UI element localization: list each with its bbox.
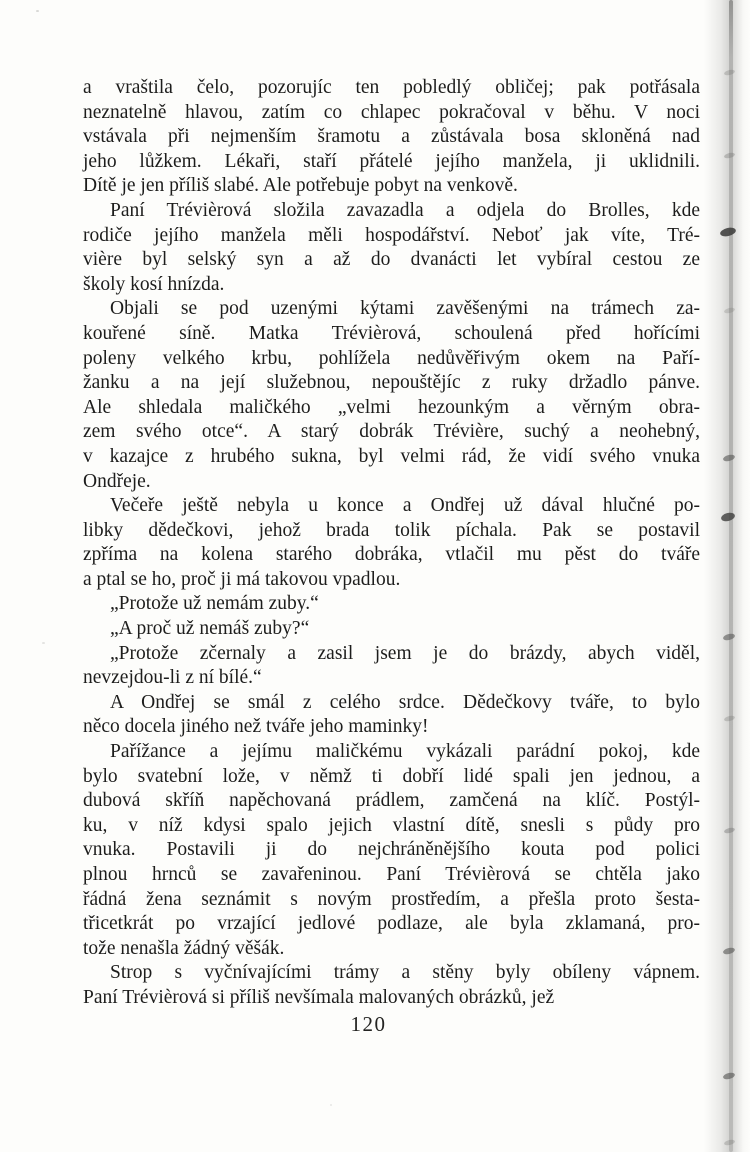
text-block bbox=[83, 76, 700, 1011]
binding-notch bbox=[724, 1139, 736, 1147]
paragraph bbox=[83, 76, 700, 199]
text-line: nevzejdou-li z ní bílé.“ bbox=[83, 667, 262, 689]
paragraph bbox=[83, 592, 700, 617]
binding-notch bbox=[722, 1072, 735, 1081]
text-line: rodiče jejího manžela měli hospodářství. Neboť jak víte, Tré- bbox=[83, 224, 700, 246]
binding-notch bbox=[724, 307, 736, 315]
text-line: neznatelně hlavou, zatím co chlapec pokračoval v běhu. V noci bbox=[83, 101, 700, 123]
text-line: jeho lůžkem. Lékaři, staří přátelé jejího manžela, ji uklidnili. bbox=[83, 150, 700, 172]
binding-notch bbox=[724, 69, 736, 77]
text-line: školy kosí hnízda. bbox=[83, 273, 225, 295]
text-line: tože nenašla žádný věšák. bbox=[83, 937, 285, 959]
text-line: Objali se pod uzenými kýtami zavěšenými na trámech za- bbox=[110, 298, 700, 320]
paragraph bbox=[83, 494, 700, 592]
text-line: a ptal se ho, proč ji má takovou vpadlou. bbox=[83, 568, 401, 590]
binding-notch bbox=[724, 715, 736, 723]
paragraph bbox=[83, 642, 700, 691]
text-line: libky dědečkovi, jehož brada tolik píchala. Pak se postavil bbox=[83, 519, 700, 541]
text-line: něco docela jiného než tváře jeho maminky! bbox=[83, 716, 429, 738]
binding-notch bbox=[724, 827, 736, 835]
paragraph bbox=[83, 740, 700, 961]
text-line: Ale shledala maličkého „velmi hezounkým a věrným obra- bbox=[83, 396, 700, 418]
text-line: Ondřeje. bbox=[83, 470, 151, 492]
text-line: bylo svatební lože, v němž ti dobří lidé spali jen jednou, a bbox=[83, 765, 700, 787]
text-line: plnou hrnců se zavařeninou. Paní Trévièrová se chtěla jako bbox=[83, 864, 700, 885]
binding-notch bbox=[720, 511, 736, 522]
text-line: vstávala při nejmenším šramotu a zůstávala bosa skloněná nad bbox=[83, 126, 700, 148]
text-line: „Protože už nemám zuby.“ bbox=[110, 593, 319, 615]
text-line: dubová skříň napěchovaná prádlem, zamčená na klíč. Postýl- bbox=[83, 790, 700, 812]
text-line: Strop s vyčnívajícími trámy a stěny byly obíleny vápnem. bbox=[110, 962, 700, 984]
binding-notch bbox=[722, 633, 735, 642]
text-line: ku, v níž kdysi spalo jejich vlastní dítě, snesli s půdy pro bbox=[83, 814, 700, 836]
paragraph bbox=[83, 297, 700, 494]
binding-notch bbox=[722, 947, 735, 956]
text-line: poleny velkého krbu, pohlížela nedůvěřivým okem na Paří- bbox=[83, 347, 700, 369]
text-line: Večeře ještě nebyla u konce a Ondřej už dával hlučné po- bbox=[110, 495, 700, 517]
paragraph bbox=[83, 199, 700, 297]
text-line: „A proč už nemáš zuby?“ bbox=[110, 618, 310, 640]
text-line: Paní Trévièrová složila zavazadla a odjela do Brolles, kde bbox=[110, 199, 700, 221]
scan-speck bbox=[330, 1104, 332, 1106]
text-line: Paní Trévièrová si příliš nevšímala malovaných obrázků, jež bbox=[83, 986, 555, 1008]
text-line: Dítě je jen příliš slabé. Ale potřebuje pobyt na venkově. bbox=[83, 175, 518, 197]
page-edge-binding-strip bbox=[704, 0, 750, 1152]
text-line: třicetkrát po vrzající jedlové podlaze, ale byla zklamaná, pro- bbox=[83, 913, 700, 935]
text-line: „Protože zčernaly a zasil jsem je do brázdy, abych viděl, bbox=[110, 642, 700, 664]
text-line: v kazajce z hrubého sukna, byl velmi rád, že vidí svého vnuka bbox=[83, 445, 700, 467]
text-line: řádná žena seznámit s novým prostředím, a přešla proto šesta- bbox=[83, 888, 700, 910]
scan-speck bbox=[42, 642, 45, 644]
text-line: A Ondřej se smál z celého srdce. Dědečkovy tváře, to bylo bbox=[110, 691, 700, 713]
paragraph bbox=[83, 691, 700, 740]
text-line: a vraštila čelo, pozorujíc ten pobledlý obličej; pak potřásala bbox=[83, 77, 700, 98]
paragraph bbox=[83, 617, 700, 642]
page-number: 120 bbox=[350, 1012, 387, 1036]
text-line: vnuka. Postavili ji do nejchráněnějšího kouta pod polici bbox=[83, 839, 700, 861]
scan-speck bbox=[36, 10, 39, 12]
binding-notch bbox=[724, 152, 736, 160]
text-line: žanku a na její služebnou, nepouštějíc z ruky držadlo pánve. bbox=[83, 372, 700, 394]
text-line: kouřené síně. Matka Trévièrová, schoulená před hořícími bbox=[83, 322, 700, 344]
text-line: vière byl selský syn a až do dvanácti let vybíral cestou ze bbox=[83, 249, 700, 271]
paragraph bbox=[83, 961, 700, 1010]
text-line: zem svého otce“. A starý dobrák Trévière, suchý a neohebný, bbox=[83, 421, 700, 443]
binding-notch bbox=[719, 226, 736, 238]
binding-notch bbox=[722, 454, 735, 463]
text-line: Pařížance a jejímu maličkému vykázali parádní pokoj, kde bbox=[110, 741, 700, 763]
text-line: zpříma na kolena starého dobráka, vtlačil mu pěst do tváře bbox=[83, 544, 700, 566]
